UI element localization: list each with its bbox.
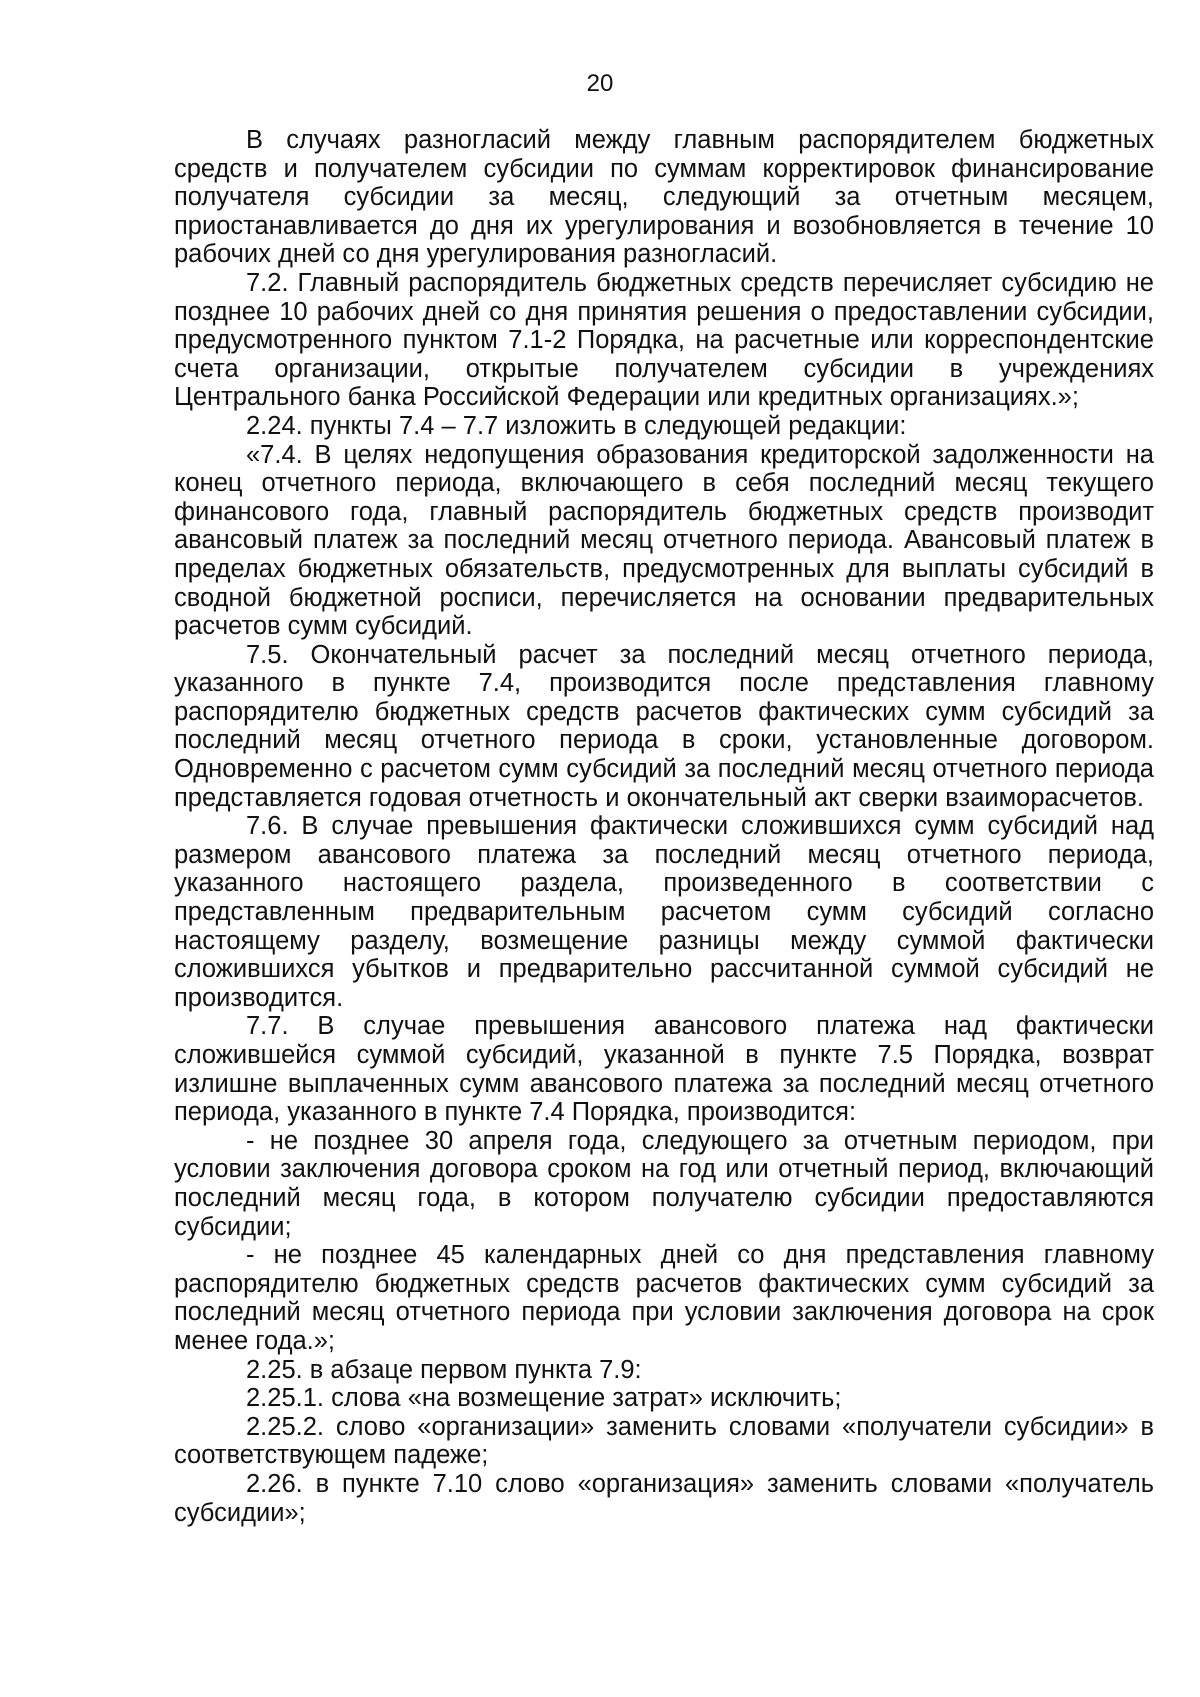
paragraph: 7.5. Окончательный расчет за последний месяц отчетного периода, указанного в пункте 7.4, производится после представления главному распорядителю бюджетных средств расчетов фактических сумм субсидий за последний месяц отчетного периода в сроки, установленные договором. Одновременно с расчетом сумм субсидий за последний месяц отчетного периода представляется годовая отчетность и окончательный акт сверки взаиморасчетов.	[174, 640, 1154, 812]
paragraph: «7.4. В целях недопущения образования кредиторской задолженности на конец отчетного периода, включающего в себя последний месяц текущего финансового года, главный распорядитель бюджетных средств производит авансовый платеж за последний месяц отчетного периода. Авансовый платеж в пределах бюджетных обязательств, предусмотренных для выплаты субсидий в сводной бюджетной росписи, перечисляется на основании предварительных расчетов сумм субсидий.	[174, 440, 1154, 641]
paragraph: - не позднее 45 календарных дней со дня представления главному распорядителю бюджетных средств расчетов фактических сумм субсидий за последний месяц отчетного периода при условии заключения договора на срок менее года.»;	[174, 1241, 1154, 1355]
paragraph: 2.25.2. слово «организации» заменить словами «получатели субсидии» в соответствующем падеже;	[174, 1412, 1154, 1470]
document-body	[174, 126, 1154, 1527]
paragraph: 7.7. В случае превышения авансового платежа над фактически сложившейся суммой субсидий, указанной в пункте 7.5 Порядка, возврат излишне выплаченных сумм авансового платежа за последний месяц отчетного периода, указанного в пункте 7.4 Порядка, производится:	[174, 1012, 1154, 1127]
paragraph: - не позднее 30 апреля года, следующего за отчетным периодом, при условии заключения договора сроком на год или отчетный период, включающий последний месяц года, в котором получателю субсидии предоставляются субсидии;	[174, 1126, 1154, 1241]
paragraph: 2.25.1. слова «на возмещение затрат» исключить;	[246, 1384, 842, 1413]
page-number: 20	[586, 70, 614, 97]
paragraph: 7.6. В случае превышения фактически сложившихся сумм субсидий над размером авансового платежа за последний месяц отчетного периода, указанного настоящего раздела, произведенного в соответствии с представленным предварительным расчетом сумм субсидий согласно настоящему разделу, возмещение разницы между суммой фактически сложившихся убытков и предварительно рассчитанной суммой субсидий не производится.	[174, 812, 1154, 1012]
paragraph: В случаях разногласий между главным распорядителем бюджетных средств и получателем субсидии по суммам корректировок финансирование получателя субсидии за месяц, следующий за отчетным месяцем, приостанавливается до дня их урегулирования и возобновляется в течение 10 рабочих дней со дня урегулирования разногласий.	[174, 126, 1154, 269]
paragraph: 2.24. пункты 7.4 – 7.7 изложить в следующей редакции:	[246, 411, 907, 440]
paragraph: 2.26. в пункте 7.10 слово «организация» заменить словами «получатель субсидии»;	[174, 1469, 1154, 1527]
paragraph: 2.25. в абзаце первом пункта 7.9:	[246, 1355, 642, 1384]
paragraph: 7.2. Главный распорядитель бюджетных средств перечисляет субсидию не позднее 10 рабочих дней со дня принятия решения о предоставлении субсидии, предусмотренного пунктом 7.1-2 Порядка, на расчетные или корреспондентские счета организации, открытые получателем субсидии в учреждениях Центрального банка Российской Федерации или кредитных организациях.»;	[174, 268, 1154, 412]
